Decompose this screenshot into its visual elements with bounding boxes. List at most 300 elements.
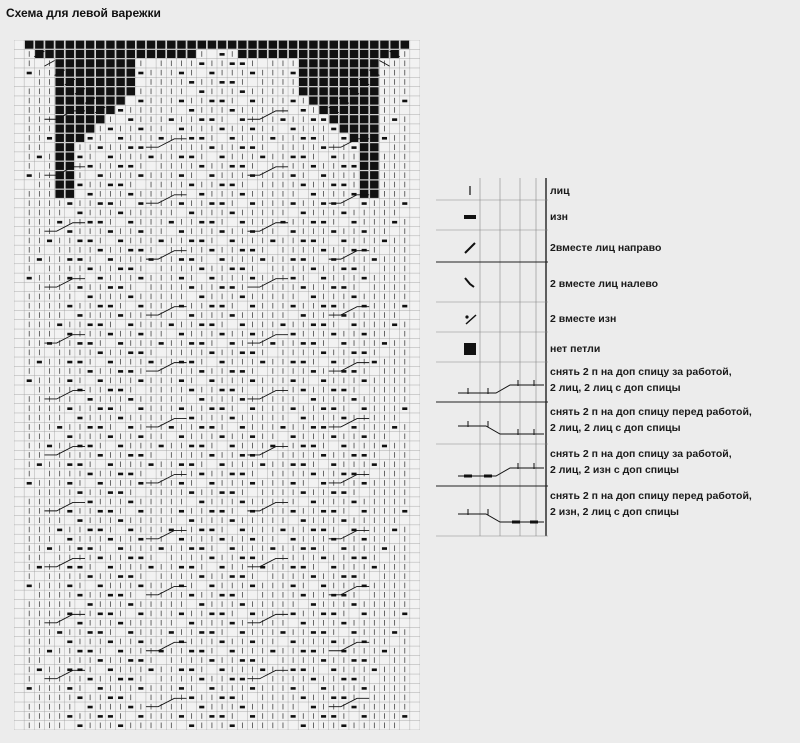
purl-mark (88, 165, 93, 168)
chart-grid (14, 40, 420, 730)
purl-mark (128, 268, 133, 271)
purl-mark (250, 435, 255, 438)
purl-mark (331, 715, 336, 718)
purl-mark (179, 463, 184, 466)
purl-mark (301, 491, 306, 494)
no-stitch-cell (218, 41, 227, 49)
purl-mark (199, 268, 204, 271)
no-stitch-cell (55, 106, 64, 114)
purl-mark (189, 156, 194, 159)
purl-mark (382, 137, 387, 140)
purl-mark (240, 62, 245, 65)
no-stitch-cell (167, 41, 176, 49)
no-stitch-cell (350, 69, 359, 77)
purl-mark (351, 659, 356, 662)
purl-mark (199, 295, 204, 298)
purl-mark (138, 407, 143, 410)
purl-mark (331, 491, 336, 494)
purl-mark (230, 678, 235, 681)
no-stitch-cell (66, 134, 75, 142)
purl-mark (128, 631, 133, 634)
purl-mark (260, 361, 265, 364)
purl-mark (118, 268, 123, 271)
purl-mark (128, 351, 133, 354)
no-stitch-cell (76, 50, 85, 58)
purl-mark (98, 323, 103, 326)
no-stitch-cell (329, 69, 338, 77)
no-stitch-cell (299, 50, 308, 58)
purl-mark (341, 575, 346, 578)
no-stitch-cell (25, 41, 34, 49)
purl-mark (220, 668, 225, 671)
no-stitch-cell (360, 152, 369, 160)
purl-mark (392, 221, 397, 224)
purl-mark (341, 165, 346, 168)
purl-mark (209, 351, 214, 354)
purl-mark (108, 389, 113, 392)
purl-mark (189, 696, 194, 699)
no-stitch-cell (360, 87, 369, 95)
purl-mark (250, 333, 255, 336)
purl-mark (301, 668, 306, 671)
purl-mark (179, 668, 184, 671)
no-stitch-cell (55, 78, 64, 86)
purl-mark (230, 314, 235, 317)
no-stitch-cell (45, 41, 54, 49)
no-stitch-cell (360, 190, 369, 198)
no-stitch-cell (208, 41, 217, 49)
purl-mark (311, 426, 316, 429)
purl-mark (362, 351, 367, 354)
no-stitch-cell (370, 162, 379, 170)
purl-mark (351, 603, 356, 606)
no-stitch-cell (86, 115, 95, 123)
no-stitch-cell (96, 115, 105, 123)
purl-mark (189, 724, 194, 727)
purl-mark (250, 538, 255, 541)
purl-mark (240, 193, 245, 196)
purl-mark (98, 202, 103, 205)
purl-mark (301, 342, 306, 345)
purl-mark (209, 426, 214, 429)
purl-mark (199, 398, 204, 401)
purl-mark (128, 454, 133, 457)
purl-mark (230, 184, 235, 187)
purl-mark (230, 650, 235, 653)
purl-mark (301, 547, 306, 550)
no-stitch-cell (340, 78, 349, 86)
purl-mark (351, 678, 356, 681)
no-stitch-cell (66, 171, 75, 179)
purl-mark (362, 407, 367, 410)
purl-mark (240, 165, 245, 168)
no-stitch-cell (106, 87, 115, 95)
purl-mark (301, 594, 306, 597)
purl-mark (331, 696, 336, 699)
purl-mark (311, 398, 316, 401)
purl-mark (179, 156, 184, 159)
purl-mark (351, 426, 356, 429)
legend-grid (436, 178, 548, 590)
legend-label: изн (550, 211, 569, 223)
no-stitch-cell (116, 87, 125, 95)
purl-mark (77, 463, 82, 466)
purl-mark (240, 351, 245, 354)
purl-mark (27, 585, 32, 588)
purl-mark (402, 715, 407, 718)
purl-mark (341, 240, 346, 243)
purl-mark (88, 575, 93, 578)
purl-mark (240, 529, 245, 532)
purl-mark (209, 202, 214, 205)
no-stitch-cell (66, 50, 75, 58)
purl-mark (47, 240, 52, 243)
no-stitch-cell (360, 171, 369, 179)
no-stitch-cell (66, 69, 75, 77)
purl-mark (118, 370, 123, 373)
purl-mark (291, 668, 296, 671)
purl-mark (108, 156, 113, 159)
purl-mark (301, 417, 306, 420)
no-stitch-cell (329, 78, 338, 86)
purl-mark (351, 221, 356, 224)
no-stitch-cell (106, 50, 115, 58)
no-stitch-cell (340, 106, 349, 114)
purl-mark (128, 575, 133, 578)
no-stitch-cell (45, 50, 54, 58)
purl-mark (57, 631, 62, 634)
purl-mark (240, 631, 245, 634)
no-stitch-cell (66, 87, 75, 95)
legend-label: 2вместе лиц направо (550, 242, 662, 254)
purl-mark (230, 137, 235, 140)
purl-mark (108, 715, 113, 718)
purl-mark (331, 435, 336, 438)
no-stitch-cell (289, 41, 298, 49)
purl-mark (199, 342, 204, 345)
purl-mark (209, 146, 214, 149)
purl-mark (321, 379, 326, 382)
no-stitch-cell (370, 97, 379, 105)
purl-mark (37, 156, 42, 159)
no-stitch-cell (126, 59, 135, 67)
purl-mark (118, 109, 123, 112)
purl-mark (118, 650, 123, 653)
no-stitch-cell (380, 50, 389, 58)
purl-mark (128, 557, 133, 560)
purl-mark (209, 249, 214, 252)
no-stitch-cell (55, 59, 64, 67)
no-stitch-cell (86, 59, 95, 67)
purl-mark (331, 613, 336, 616)
legend-label: нет петли (550, 343, 601, 355)
purl-mark (301, 156, 306, 159)
purl-mark (240, 426, 245, 429)
purl-mark (88, 603, 93, 606)
purl-mark (169, 323, 174, 326)
purl-mark (138, 613, 143, 616)
purl-mark (311, 240, 316, 243)
purl-mark (209, 529, 214, 532)
purl-mark (331, 463, 336, 466)
purl-mark (199, 603, 204, 606)
purl-mark (321, 529, 326, 532)
purl-mark (321, 249, 326, 252)
purl-mark (311, 137, 316, 140)
purl-mark (118, 724, 123, 727)
no-stitch-cell (360, 50, 369, 58)
purl-mark (362, 687, 367, 690)
purl-mark (108, 510, 113, 513)
purl-mark (351, 323, 356, 326)
purl-mark (67, 566, 72, 569)
purl-mark (77, 314, 82, 317)
purl-mark (179, 128, 184, 131)
legend-label-line2: 2 лиц, 2 лиц с доп спицы (550, 382, 681, 394)
purl-mark (67, 435, 72, 438)
no-stitch-cell (86, 50, 95, 58)
purl-mark (118, 547, 123, 550)
purl-mark (88, 193, 93, 196)
purl-mark (209, 221, 214, 224)
no-stitch-cell (350, 78, 359, 86)
no-stitch-cell (370, 115, 379, 123)
no-stitch-cell (167, 50, 176, 58)
purl-mark (98, 454, 103, 457)
purl-mark (189, 622, 194, 625)
purl-mark (98, 557, 103, 560)
purl-mark (57, 323, 62, 326)
purl-mark (311, 268, 316, 271)
no-stitch-cell (299, 59, 308, 67)
purl-mark (179, 510, 184, 513)
purl-mark (331, 668, 336, 671)
no-stitch-cell (86, 106, 95, 114)
purl-mark (128, 398, 133, 401)
purl-mark (77, 240, 82, 243)
k2tog-left-icon (465, 278, 474, 287)
purl-mark (382, 547, 387, 550)
purl-mark (220, 491, 225, 494)
legend-label: 2 вместе изн (550, 313, 617, 325)
purl-mark (67, 258, 72, 261)
no-stitch-cell (238, 41, 247, 49)
purl-mark (372, 463, 377, 466)
purl-mark (179, 72, 184, 75)
purl-mark (98, 631, 103, 634)
purl-mark (321, 407, 326, 410)
purl-mark (159, 445, 164, 448)
no-stitch-cell (55, 125, 64, 133)
no-stitch-cell (340, 69, 349, 77)
purl-mark (148, 566, 153, 569)
purl-mark (331, 389, 336, 392)
purl-mark (250, 379, 255, 382)
purl-mark (108, 230, 113, 233)
no-stitch-cell (319, 59, 328, 67)
no-stitch-cell (106, 97, 115, 105)
purl-mark (402, 202, 407, 205)
purl-mark (220, 538, 225, 541)
purl-mark (260, 668, 265, 671)
purl-mark (311, 473, 316, 476)
no-stitch-cell (187, 41, 196, 49)
no-stitch-cell (370, 152, 379, 160)
no-stitch-cell (86, 41, 95, 49)
no-stitch-cell (96, 97, 105, 105)
no-stitch-cell (309, 59, 318, 67)
purl-mark (362, 379, 367, 382)
purl-mark (118, 445, 123, 448)
purl-mark (67, 715, 72, 718)
purl-mark (77, 622, 82, 625)
no-stitch-cell (116, 97, 125, 105)
purl-mark (321, 426, 326, 429)
purl-mark (240, 473, 245, 476)
purl-mark (118, 696, 123, 699)
no-stitch-cell (177, 50, 186, 58)
purl-mark (27, 687, 32, 690)
no-stitch-cell (289, 50, 298, 58)
purl-mark (138, 230, 143, 233)
purl-mark (351, 557, 356, 560)
purl-mark (108, 668, 113, 671)
purl-mark (98, 379, 103, 382)
purl-mark (199, 118, 204, 121)
purl-mark (291, 156, 296, 159)
no-stitch-cell (370, 134, 379, 142)
purl-mark (341, 389, 346, 392)
no-stitch-cell (370, 125, 379, 133)
no-stitch-cell (55, 143, 64, 151)
no-stitch-cell (390, 41, 399, 49)
purl-mark (37, 361, 42, 364)
purl-mark (138, 715, 143, 718)
purl-mark (280, 426, 285, 429)
no-stitch-cell (55, 162, 64, 170)
purl-mark (311, 678, 316, 681)
no-stitch-cell (106, 69, 115, 77)
purl-mark (331, 128, 336, 131)
purl-mark (341, 491, 346, 494)
no-stitch-cell (360, 69, 369, 77)
no-stitch-cell (76, 134, 85, 142)
purl-mark (189, 519, 194, 522)
purl-mark (98, 659, 103, 662)
purl-mark (260, 156, 265, 159)
purl-mark (331, 510, 336, 513)
purl-mark (98, 715, 103, 718)
purl-mark (280, 118, 285, 121)
purl-mark (250, 128, 255, 131)
purl-mark (67, 407, 72, 410)
no-stitch-cell (309, 78, 318, 86)
no-stitch-cell (329, 41, 338, 49)
purl-mark (301, 314, 306, 317)
purl-mark (108, 184, 113, 187)
purl-mark (291, 687, 296, 690)
purl-mark (47, 137, 52, 140)
purl-mark (148, 668, 153, 671)
purl-mark (77, 650, 82, 653)
purl-mark (301, 463, 306, 466)
purl-mark (250, 613, 255, 616)
purl-mark (189, 258, 194, 261)
purl-mark (108, 361, 113, 364)
no-stitch-cell (360, 125, 369, 133)
purl-mark (47, 445, 52, 448)
purl-mark (108, 435, 113, 438)
purl-mark (77, 594, 82, 597)
purl-mark (189, 650, 194, 653)
no-stitch-cell (279, 41, 288, 49)
purl-mark (199, 221, 204, 224)
purl-mark (199, 547, 204, 550)
purl-mark (311, 221, 316, 224)
purl-mark (27, 379, 32, 382)
purl-mark (301, 109, 306, 112)
purl-mark (321, 174, 326, 177)
purl-mark (67, 482, 72, 485)
purl-mark (311, 323, 316, 326)
purl-mark (199, 240, 204, 243)
purl-mark (230, 268, 235, 271)
purl-mark (37, 463, 42, 466)
purl-mark (199, 575, 204, 578)
no-stitch-cell (187, 50, 196, 58)
no-stitch-cell (55, 180, 64, 188)
legend-label: лиц (550, 185, 570, 197)
purl-mark (362, 482, 367, 485)
purl-mark (138, 202, 143, 205)
purl-mark (169, 426, 174, 429)
purl-mark (321, 715, 326, 718)
purl-mark (199, 426, 204, 429)
no-stitch-cell (309, 87, 318, 95)
purl-mark (250, 640, 255, 643)
purl-mark (128, 659, 133, 662)
purl-mark (240, 501, 245, 504)
purl-mark (189, 81, 194, 84)
purl-mark (341, 212, 346, 215)
purl-mark (331, 640, 336, 643)
purl-mark (98, 585, 103, 588)
purl-mark (240, 575, 245, 578)
purl-mark (341, 268, 346, 271)
no-stitch-cell (66, 41, 75, 49)
purl-mark (321, 613, 326, 616)
purl-mark (291, 361, 296, 364)
purl-mark (67, 463, 72, 466)
purl-mark (179, 174, 184, 177)
no-stitch-cell (35, 41, 44, 49)
no-stitch-cell (147, 41, 156, 49)
symbol-legend (436, 178, 796, 590)
no-stitch-cell (360, 97, 369, 105)
purl-mark (362, 333, 367, 336)
purl-mark (311, 575, 316, 578)
purl-mark (98, 613, 103, 616)
no-stitch-cell (198, 41, 207, 49)
purl-mark (179, 435, 184, 438)
purl-mark (382, 342, 387, 345)
no-stitch-cell (76, 106, 85, 114)
purl-mark (351, 575, 356, 578)
purl-mark (179, 715, 184, 718)
purl-mark (189, 342, 194, 345)
purl-mark (179, 687, 184, 690)
purl-mark (341, 696, 346, 699)
